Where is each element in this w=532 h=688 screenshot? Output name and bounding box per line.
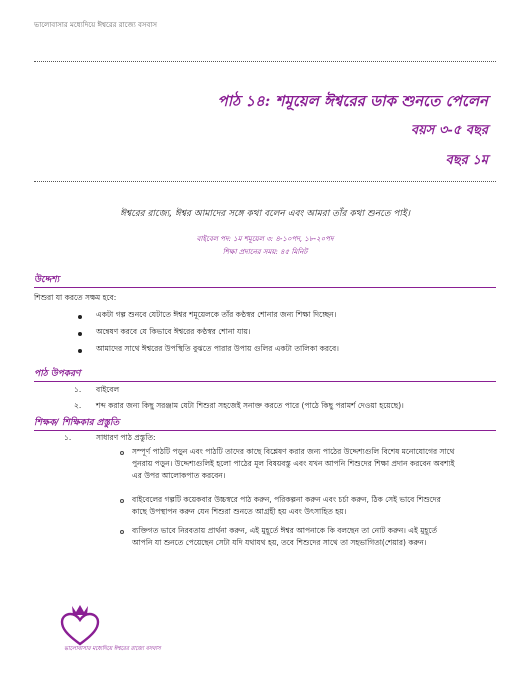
preparation-sub-line: ব্যক্তিগত ভাবে নিরবতায় প্রার্থনা করুন, এই মুহূর্তে ঈশ্বর আপনাকে কি বলছেন তা নোট করুন। এই মুহূর্তে: [132, 526, 438, 535]
objectives-heading-text: উদ্দেশ্য: [34, 275, 60, 285]
preparation-number: ১.: [64, 433, 72, 442]
age-group: বয়স ৩-৫ বছর: [410, 123, 488, 138]
sub-bullet-icon: [120, 499, 124, 503]
preparation-sub-line: পুনরায় পড়ুন। উদ্দেশ্যগুলিই হলো পাঠের মূল বিষয়বস্তু এবং যখন আপনি শিশুদের শিক্ষা প্রদান করবেন অবশ্যই: [132, 459, 455, 468]
sub-bullet-icon: [120, 451, 124, 455]
crown-heart-logo-svg: [60, 604, 100, 648]
material-item: বাইবেল: [96, 385, 120, 394]
preparation-sub-line: এর উপর আলোকপাত করবেন।: [132, 471, 226, 480]
bullet-icon: [78, 349, 82, 353]
bullet-icon: [78, 315, 82, 319]
preparation-heading: [34, 415, 496, 431]
preparation-sub-line: কাছে উপস্থাপন করুন যেন শিশুরা শুনতে আগ্রহী হয় এবং উৎসাহিত হয়।: [132, 507, 347, 516]
material-number: ১.: [74, 385, 82, 394]
bullet-icon: [78, 332, 82, 336]
preparation-sub-line: সম্পূর্ণ পাঠটি পড়ুন এবং পাঠটি তাদের কাছে বিশ্লেষণ করার জন্য পাঠের উদ্দেশ্যগুলি বিশেষ মনোযোগের সাথে: [132, 447, 455, 456]
preparation-sub-item: [132, 494, 496, 518]
year-label: বছর ১ম: [445, 153, 488, 168]
material-item: শব্দ করার জন্য কিছু সরঞ্জাম যেটা শিশুরা সহজেই সনাক্ত করতে পারে (পাঠে কিছু পরামর্শ দেওয়া হয়েছে)।: [96, 401, 404, 410]
material-number: ২.: [74, 401, 82, 410]
divider-middle: [34, 181, 496, 182]
objective-item: আমাদের সাথে ঈশ্বরের উপস্থিতি বুঝতে পারার উপায় গুলির একটা তালিকা করবে।: [96, 344, 339, 353]
teaching-time: শিক্ষা প্রদানের সময়: ৪৫ মিনিট: [222, 248, 308, 256]
materials-heading-text: পাঠ উপকরণ: [34, 369, 81, 379]
preparation-label: সাধারণ পাঠ প্রস্তুতি:: [96, 433, 156, 442]
crown-heart-logo-icon: [60, 604, 100, 648]
preparation-sub-item: [132, 446, 496, 482]
lesson-theme: ঈশ্বরের রাজ্যে, ঈশ্বর আমাদের সঙ্গে কথা বলেন এবং আমরা তাঁর কথা শুনতে পাই।: [120, 209, 410, 219]
divider-top: [34, 61, 496, 62]
objectives-heading: [34, 272, 496, 288]
materials-heading: [34, 366, 496, 382]
preparation-heading-text: শিক্ষক/ শিক্ষিকার প্রস্তুতি: [34, 418, 120, 428]
preparation-sub-item: [132, 525, 496, 549]
lesson-title: পাঠ ১৪: শমূয়েল ঈশ্বরের ডাক শুনতে পেলেন: [217, 92, 488, 110]
objective-item: একটা গল্প শুনবে যেটাতে ঈশ্বর শমূয়েলকে তাঁর কণ্ঠস্বর শোনার জন্য শিক্ষা দিচ্ছেন।: [96, 310, 337, 319]
objectives-intro: শিশুরা যা করতে সক্ষম হবে:: [34, 293, 117, 302]
footer-text: ভালোবাসার মধ্যেদিয়ে ঈশ্বরের রাজ্যে বসবাস: [64, 646, 161, 652]
bible-passage: বাইবেল পদ: ১ম শমূয়েল ৩: ৪-১০পদ, ১৮-২০পদ: [196, 235, 334, 243]
objective-item: অন্বেষণ করবে যে কিভাবে ঈশ্বরের কণ্ঠস্বর শোনা যায়।: [96, 327, 251, 336]
preparation-sub-line: আপনি যা শুনতে পেয়েছেন সেটা যদি যথাযথ হয়, তবে শিশুদের সাথে তা সহভাগিতা(শেয়ার) করুন।: [132, 538, 427, 547]
sub-bullet-icon: [120, 530, 124, 534]
running-header: ভালোবাসার মধ্যেদিয়ে ঈশ্বরের রাজ্যে বসবাস: [34, 21, 158, 29]
preparation-sub-line: বাইবেলের গল্পটি কয়েকবার উচ্চস্বরে পাঠ করুন, পরিকল্পনা করুন এবং চর্চা করুন, ঠিক সেই ভাবে শিশুদের: [132, 495, 441, 504]
